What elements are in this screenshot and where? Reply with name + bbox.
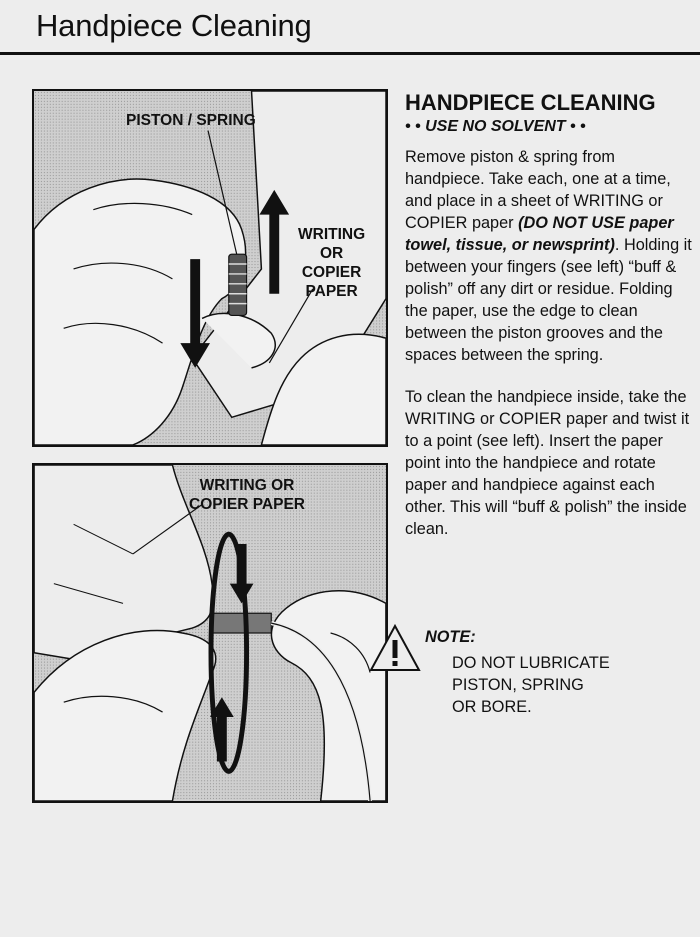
para1-text-b: . Holding it between your fingers (see left) “buff & polish” off any dirt or residue. Folding the paper, use the edge to clean between the piston grooves and the spaces between the spring. (405, 236, 692, 364)
section-heading: HANDPIECE CLEANING (405, 90, 656, 115)
note-body (452, 652, 610, 718)
solvent-warning: • • USE NO SOLVENT • • (405, 118, 586, 135)
instruction-paragraph-1 (405, 146, 697, 366)
label-writing-paper-bottom-text: WRITING OR COPIER PAPER (189, 477, 305, 513)
instructions-column (405, 90, 697, 540)
label-piston-spring: PISTON / SPRING (126, 112, 256, 129)
illustration-handpiece-interior (32, 463, 388, 803)
page-title: Handpiece Cleaning (36, 8, 312, 43)
note-line: DO NOT LUBRICATE (452, 654, 610, 672)
illustration-piston-spring (32, 89, 388, 447)
title-rule (0, 52, 700, 55)
hands-twisting-paper-illustration (34, 465, 386, 801)
note-line: OR BORE. (452, 698, 532, 716)
caution-triangle-icon (368, 623, 422, 673)
label-writing-paper (298, 225, 365, 301)
label-writing-paper-text: WRITING OR COPIER PAPER (298, 226, 366, 300)
note-block (360, 620, 690, 730)
note-line: PISTON, SPRING (452, 676, 584, 694)
para1-text-a: Remove piston & spring from handpiece. Take each, one at a time, and place in a sheet of WRITING or COPIER paper (405, 148, 671, 232)
para1-emphasis: (DO NOT USE paper towel, tissue, or newsprint) (405, 214, 674, 254)
instruction-paragraph-2: To clean the handpiece inside, take the WRITING or COPIER paper and twist it to a point (see left). Insert the paper point into the handpiece and rotate paper and handpiece against each other. This will “buff & polish” the inside clean. (405, 388, 690, 538)
label-writing-paper-bottom (189, 476, 305, 514)
note-heading: NOTE: (425, 628, 476, 646)
